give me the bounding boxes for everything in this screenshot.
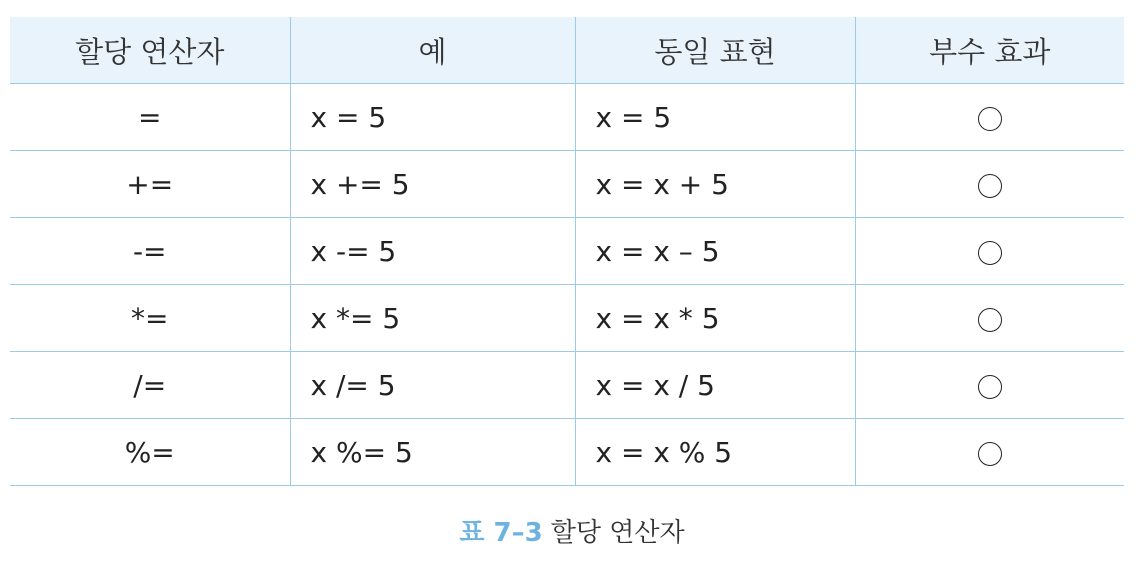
side-effect-cell bbox=[855, 218, 1124, 285]
side-effect-cell bbox=[855, 419, 1124, 486]
side-effect-cell bbox=[855, 151, 1124, 218]
operator-cell: += bbox=[10, 151, 290, 218]
example-cell: x /= 5 bbox=[290, 352, 575, 419]
example-cell: x += 5 bbox=[290, 151, 575, 218]
side-effect-cell bbox=[855, 84, 1124, 151]
circle-icon bbox=[978, 107, 1002, 131]
circle-icon bbox=[978, 308, 1002, 332]
table-row bbox=[10, 218, 1124, 285]
equivalent-cell: x = x / 5 bbox=[575, 352, 855, 419]
example-cell: x = 5 bbox=[290, 84, 575, 151]
example-cell: x %= 5 bbox=[290, 419, 575, 486]
circle-icon bbox=[978, 442, 1002, 466]
example-cell: x *= 5 bbox=[290, 285, 575, 352]
header-side-effect: 부수 효과 bbox=[855, 17, 1124, 84]
assignment-operator-table-container bbox=[10, 17, 1124, 486]
circle-icon bbox=[978, 241, 1002, 265]
operator-cell: -= bbox=[10, 218, 290, 285]
circle-icon bbox=[978, 174, 1002, 198]
table-row bbox=[10, 151, 1124, 218]
operator-cell: %= bbox=[10, 419, 290, 486]
caption-label: 표 7–3 bbox=[459, 518, 543, 548]
table-header-row bbox=[10, 17, 1124, 84]
circle-icon bbox=[978, 375, 1002, 399]
equivalent-cell: x = x – 5 bbox=[575, 218, 855, 285]
operator-cell: /= bbox=[10, 352, 290, 419]
side-effect-cell bbox=[855, 285, 1124, 352]
table-row bbox=[10, 352, 1124, 419]
table-row bbox=[10, 84, 1124, 151]
table-caption bbox=[0, 512, 1144, 549]
caption-text: 할당 연산자 bbox=[550, 518, 685, 548]
header-operator: 할당 연산자 bbox=[10, 17, 290, 84]
assignment-operator-table bbox=[10, 17, 1124, 486]
equivalent-cell: x = x % 5 bbox=[575, 419, 855, 486]
table-row bbox=[10, 285, 1124, 352]
header-equivalent: 동일 표현 bbox=[575, 17, 855, 84]
equivalent-cell: x = x + 5 bbox=[575, 151, 855, 218]
operator-cell: *= bbox=[10, 285, 290, 352]
equivalent-cell: x = 5 bbox=[575, 84, 855, 151]
operator-cell: = bbox=[10, 84, 290, 151]
header-example: 예 bbox=[290, 17, 575, 84]
example-cell: x -= 5 bbox=[290, 218, 575, 285]
side-effect-cell bbox=[855, 352, 1124, 419]
table-row bbox=[10, 419, 1124, 486]
equivalent-cell: x = x * 5 bbox=[575, 285, 855, 352]
